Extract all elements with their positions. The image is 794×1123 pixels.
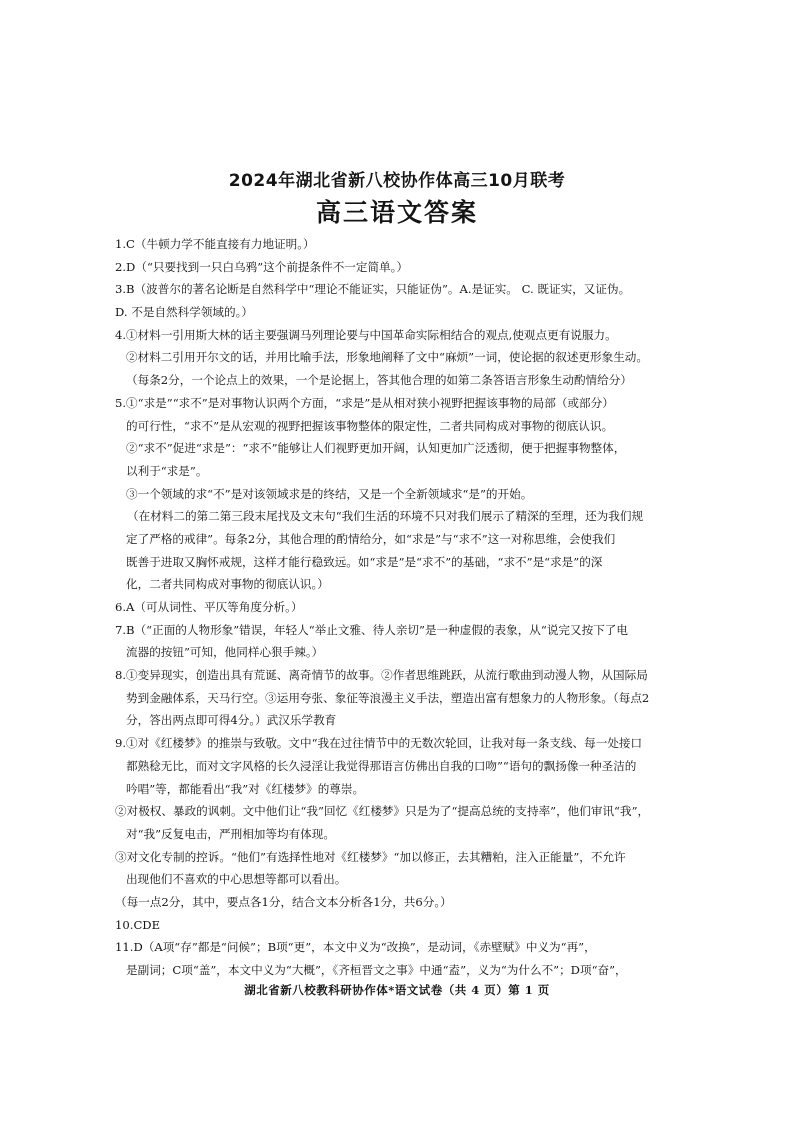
page-footer: 湖北省新八校教科研协作体*语文试卷（共 4 页）第 1 页 [244,983,550,997]
answer-line-q5-scoring-cont2: 既善于进取又胸怀戒规，这样才能行稳致远。如“求是”是“求不”的基础，“求不”是“求是”的深 [126,554,603,569]
answer-line-q9-point1-cont2: 吟唱”等，都能看出“我”对《红楼梦》的尊崇。 [126,781,365,796]
answer-line-q8-cont2: 分，答出两点即可得4分。）武汉乐学教育 [126,713,337,728]
answer-line-q11-cont: 是副词；C项“盖”，本文中义为“大概”，《齐桓晋文之事》中通“盍”，义为“为什么不”；D项“奋”， [126,963,627,977]
answer-line-q8-cont1: 势到金融体系，天马行空。③运用夸张、象征等浪漫主义手法，塑造出富有想象力的人物形象。（每点2 [126,690,650,705]
answer-line-q9-point3-cont: 出现他们不喜欢的中心思想等都可以看出。 [126,872,347,887]
answer-line-q2: 2.D（“只要找到一只白乌鸦”这个前提条件不一定简单。） [115,259,409,274]
answer-line-q5-scoring-cont1: 定了严格的戒律”。每条2分，其他合理的酌情给分，如“求是”与“求不”这一对称思维，会使我们 [126,531,616,546]
answer-line-q4-point1: 4.①材料一引用斯大林的话主要强调马列理论要与中国革命实际相结合的观点,使观点更有说服力。 [115,327,617,342]
answer-line-q5-point3: ③一个领域的求“不”是对该领域求是的终结，又是一个全新领域求“是”的开始。 [126,486,533,501]
answer-line-q4-scoring: （每条2分，一个论点上的效果，一个是论据上，答其他合理的如第二条答语言形象生动酌情给分） [126,373,632,388]
answer-body [115,233,687,982]
answer-line-q5-point1-cont: 的可行性，“求不”是从宏观的视野把握该事物整体的限定性，二者共同构成对事物的彻底认识。 [126,418,614,433]
answer-line-q5-scoring: （在材料二的第二第三段末尾找及文末句“我们生活的环境不只对我们展示了精深的至理，还为我们规 [127,509,644,524]
answer-line-q5-point1: 5.①“求是”“求不”是对事物认识两个方面，“求是”是从相对狭小视野把握该事物的局部（或部分） [115,395,614,410]
answer-line-q8: 8.①变异现实，创造出具有荒诞、离奇情节的故事。②作者思维跳跃，从流行歌曲到动漫人物，从国际局 [115,668,648,683]
answer-line-q3-cont: D. 不是自然科学领域的。） [115,305,253,320]
exam-title: 2024年湖北省新八校协作体高三10月联考 [228,171,566,191]
answer-line-q3: 3.B（波普尔的著名论断是自然科学中“理论不能证实，只能证伪”。A.是证实。 C. 既证实，又证伪。 [115,282,631,297]
answer-line-q11: 11.D（A项“存”都是“问候”；B项“更”，本文中义为“改换”，是动词，《赤壁赋》中义为“再”， [115,940,596,955]
answer-line-q7-cont: 流器的按钮”可知，他同样心狠手辣。） [126,645,324,660]
answer-line-q7: 7.B（“正面的人物形象”错误，年轻人“举止文雅、待人亲切”是一种虚假的表象，从“说完又按下了电 [115,622,628,637]
answer-line-q9-scoring: （每一点2分，其中，要点各1分，结合文本分析各1分，共6分。） [115,894,452,909]
answer-line-q9-point2: ②对极权、暴政的讽刺。文中他们让“我”回忆《红楼梦》只是为了“提高总统的支持率”，他们审讯“我”， [115,804,650,819]
document-title: 高三语文答案 [315,198,478,227]
answer-line-q5-scoring-cont3: 化，二者共同构成对事物的彻底认识。） [126,577,329,592]
answer-line-q9-point2-cont: 对“我”反复电击，严刑相加等均有体现。 [126,826,335,841]
answer-line-q4-point2: ②材料二引用开尔文的话，并用比喻手法，形象地阐释了文中“麻烦”一词，使论据的叙述更形象生动。 [126,350,648,365]
answer-line-q6: 6.A（可从词性、平仄等角度分析。） [115,600,303,614]
answer-line-q5-point2-cont: 以利于“求是”。 [126,463,208,478]
answer-line-q9-point1: 9.①对《红楼梦》的推崇与致敬。文中“我在过往情节中的无数次轮回，让我对每一条支线、每一处接口 [115,736,643,751]
answer-line-q5-point2: ②“求不”促进“求是”：“求不”能够让人们视野更加开阔，认知更加广泛透彻，便于把握事物整体， [126,441,626,456]
answer-line-q9-point3: ③对文化专制的控诉。“他们”有选择性地对《红楼梦》“加以修正，去其糟粕，注入正能量”，不允许 [115,849,626,864]
answer-line-q10: 10.CDE [115,917,161,932]
answer-line-q9-point1-cont1: 都熟稔无比，而对文字风格的长久浸淫让我觉得那语言仿佛出自我的口吻”“语句的飘扬像一种圣洁的 [126,758,637,773]
answer-line-q1: 1.C（牛顿力学不能直接有力地证明。） [115,237,315,251]
